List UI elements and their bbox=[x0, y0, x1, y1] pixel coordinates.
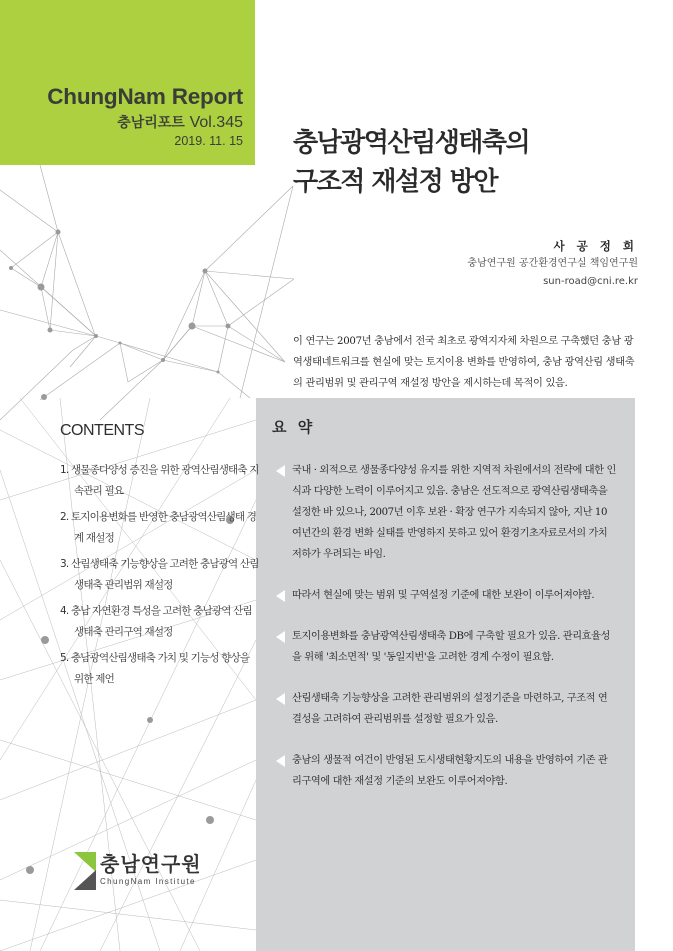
title-line-2: 구조적 재설정 방안 bbox=[293, 167, 498, 197]
volume-number: Vol.345 bbox=[189, 114, 243, 131]
report-brand: ChungNam Report bbox=[47, 84, 243, 109]
chevron-left-icon bbox=[276, 590, 285, 602]
chevron-left-icon bbox=[276, 693, 285, 705]
summary-bullet-text: 충남의 생물적 여건이 반영된 도시생태현황지도의 내용을 반영하여 기존 관리구역에 대한 재설정 기준의 보완도 이루어져야함. bbox=[292, 755, 608, 787]
author-name: 사 공 정 희 bbox=[553, 239, 638, 253]
chevron-left-icon bbox=[276, 755, 285, 767]
author-email: sun-road@cni.re.kr bbox=[543, 276, 638, 287]
chevron-left-icon bbox=[276, 631, 285, 643]
contents-item: 1. 생물종다양성 증진을 위한 광역산림생태축 지속관리 필요 bbox=[60, 464, 259, 497]
page-title bbox=[293, 124, 529, 202]
logo-mark-icon bbox=[74, 852, 96, 892]
summary-bullet-text: 국내 · 외적으로 생물종다양성 유지를 위한 지역적 차원에서의 전략에 대한 인식과 다양한 노력이 이루어지고 있음. 충남은 선도적으로 광역산림생태축을 설정한 바 있으나, 2007년 이후 보완 · 확장 연구가 지속되지 않아, 지난 10여년간의 환경 변화 실태를 반영하지 못하고 있어 환경기초자료로서의 가치 저하가 우려되는 바임. bbox=[292, 465, 616, 560]
summary-panel bbox=[256, 398, 635, 951]
intro-paragraph: 이 연구는 2007년 충남에서 전국 최초로 광역지자체 차원으로 구축했던 충남 광역생태네트워크를 현실에 맞는 토지이용 변화를 반영하여, 충남 광역산림 생태축의 관리범위 및 관리구역 재설정 방안을 제시하는데 목적이 있음. bbox=[293, 336, 635, 389]
author-block bbox=[467, 237, 638, 291]
title-line-1: 충남광역산림생태축의 bbox=[293, 128, 530, 158]
summary-heading: 요 약 bbox=[272, 418, 316, 436]
summary-bullet bbox=[276, 688, 616, 730]
author-affiliation: 충남연구원 공간환경연구실 책임연구원 bbox=[467, 258, 638, 269]
contents-list bbox=[60, 422, 260, 695]
logo-name-ko: 충남연구원 bbox=[100, 852, 202, 876]
contents-heading: CONTENTS bbox=[60, 422, 144, 439]
summary-bullet bbox=[276, 585, 616, 606]
report-header-box bbox=[0, 0, 255, 165]
summary-bullet bbox=[276, 460, 616, 565]
contents-item: 2. 토지이용변화를 반영한 충남광역산림생태 경계 재설정 bbox=[60, 511, 257, 544]
summary-bullet bbox=[276, 626, 616, 668]
publish-date: 2019. 11. 15 bbox=[174, 134, 243, 148]
logo-name-en: ChungNam Institute bbox=[100, 877, 196, 886]
institute-logo bbox=[74, 852, 202, 892]
chevron-left-icon bbox=[276, 465, 285, 477]
contents-item: 4. 충남 자연환경 특성을 고려한 충남광역 산림생태축 관리구역 재설정 bbox=[60, 605, 252, 638]
contents-item: 3. 산림생태축 기능향상을 고려한 충남광역 산림생태축 관리범위 재설정 bbox=[60, 558, 259, 591]
summary-bullet bbox=[276, 750, 616, 792]
report-series bbox=[117, 112, 243, 132]
summary-bullet-text: 산림생태축 기능향상을 고려한 관리범위의 설정기준을 마련하고, 구조적 연결성을 고려하여 관리범위를 설정할 필요가 있음. bbox=[292, 693, 608, 725]
contents-item: 5. 충남광역산림생태축 가치 및 기능성 향상을 위한 제언 bbox=[60, 652, 250, 685]
summary-bullet-text: 따라서 현실에 맞는 범위 및 구역설정 기준에 대한 보완이 이루어져야함. bbox=[292, 590, 595, 601]
series-name: 충남리포트 bbox=[117, 115, 185, 131]
summary-bullet-text: 토지이용변화를 충남광역산림생태축 DB에 구축할 필요가 있음. 관리효율성을 위해 '최소면적' 및 '동일지번'을 고려한 경계 수정이 필요함. bbox=[292, 631, 610, 663]
